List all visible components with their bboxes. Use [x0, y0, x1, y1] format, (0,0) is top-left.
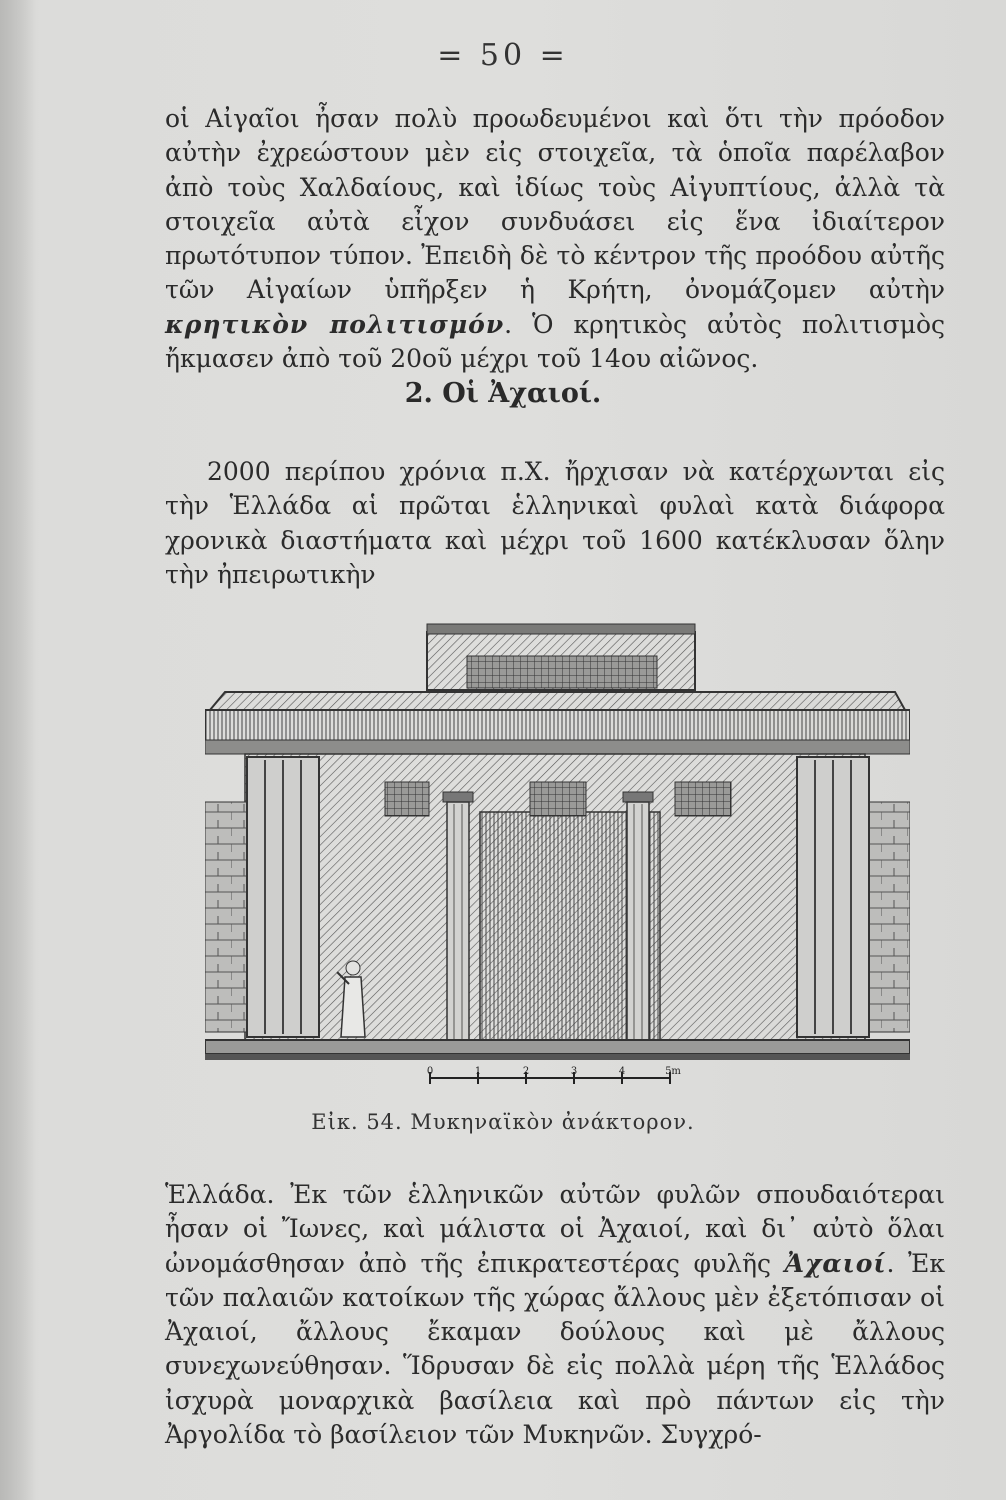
floor-base [205, 1054, 910, 1060]
scale-label-1: 1 [474, 1066, 482, 1077]
scale-label-5: 5m [665, 1066, 681, 1077]
paragraph-achaeans-arrival: 2000 περίπου χρόνια π.Χ. ἤρχισαν νὰ κατέρχωνται εἰς τὴν Ἑλλάδα αἱ πρῶται ἑλληνικαὶ φυλαὶ κατὰ διάφορα χρονικὰ διαστήματα καὶ μέχρι τοῦ 1600 κατέκλυσαν ὅλην τὴν ἠπειρωτικὴν [165, 457, 945, 589]
figure-caption: Εἰκ. 54. Μυκηναϊκὸν ἀνάκτορον. [311, 1110, 695, 1134]
paragraph-aegean-civilization [165, 102, 945, 376]
right-pilaster [797, 757, 869, 1037]
paragraph1-start: οἱ Αἰγαῖοι ἦσαν πολὺ προωδευμένοι καὶ ὅτι τὴν πρόοδον αὐτὴν ἐχρεώστουν μὲν εἰς στοιχεῖα, τὰ ὁποῖα παρέλαβον ἀπὸ τοὺς Χαλδαίους, καὶ ἰδίως τοὺς Αἰγυπτίους, ἀλλὰ τὰ στοιχεῖα αὐτὰ εἶχον συνδυάσει εἰς ἕνα ἰδιαίτερον πρωτότυπον τύπον. Ἐπειδὴ δὲ τὸ κέντρον τῆς προόδου αὐτῆς τῶν Αἰγαίων ὑπῆρξεν ἡ Κρήτη, ὀνομάζομεν αὐτὴν [165, 104, 945, 305]
binding-shadow [0, 0, 36, 1500]
scale-label-2: 2 [522, 1066, 530, 1077]
paragraph3-emphasis: Ἀχαιοί [784, 1248, 887, 1278]
right-stone-wall [867, 802, 910, 1032]
clerestory [427, 624, 695, 690]
roof [205, 692, 910, 754]
page-number: = 50 = [437, 38, 569, 73]
left-stone-wall [205, 802, 247, 1032]
paragraph1-end: . Ὁ κρητικὸς αὐτὸς πολιτισμὸς ἤκμασεν ἀπὸ τοῦ 20οῦ μέχρι τοῦ 14ου αἰῶνος. [165, 309, 945, 374]
column-right [623, 792, 653, 1042]
section-heading: 2. Οἱ Ἀχαιοί. [404, 378, 602, 409]
paragraph3-start: Ἑλλάδα. Ἐκ τῶν ἑλληνικῶν αὐτῶν φυλῶν σπουδαιότεραι ἦσαν οἱ Ἴωνες, καὶ μάλιστα οἱ Ἀχαιοί, καὶ δι᾽ αὐτὸ ὅλαι ὠνομάσθησαν ἀπὸ τῆς ἐπικρατεστέρας φυλῆς [165, 1180, 945, 1278]
floor-step [205, 1040, 910, 1054]
column-left [443, 792, 473, 1042]
scale-bar [427, 1066, 682, 1084]
scale-label-0: 0 [426, 1066, 434, 1077]
mycenaean-palace-illustration [205, 612, 910, 1092]
paragraph-achaeans-kingdoms [165, 1178, 945, 1452]
scale-label-3: 3 [570, 1066, 578, 1077]
paragraph1-emphasis: κρητικὸν πολιτισμόν [165, 309, 505, 339]
scale-label-4: 4 [618, 1066, 626, 1077]
paragraph3-end: . Ἐκ τῶν παλαιῶν κατοίκων τῆς χώρας ἄλλους μὲν ἐξετόπισαν οἱ Ἀχαιοί, ἄλλους ἔκαμαν δούλους καὶ μὲ ἄλλους συνεχωνεύθησαν. Ἵδρυσαν δὲ εἰς πολλὰ μέρη τῆς Ἑλλάδος ἰσχυρὰ μοναρχικὰ βασίλεια καὶ πρὸ πάντων εἰς τὴν Ἀργολίδα τὸ βασίλειον τῶν Μυκηνῶν. Συγχρό- [165, 1248, 945, 1450]
left-pilaster [247, 757, 319, 1037]
palace-engraving-svg [205, 612, 910, 1092]
